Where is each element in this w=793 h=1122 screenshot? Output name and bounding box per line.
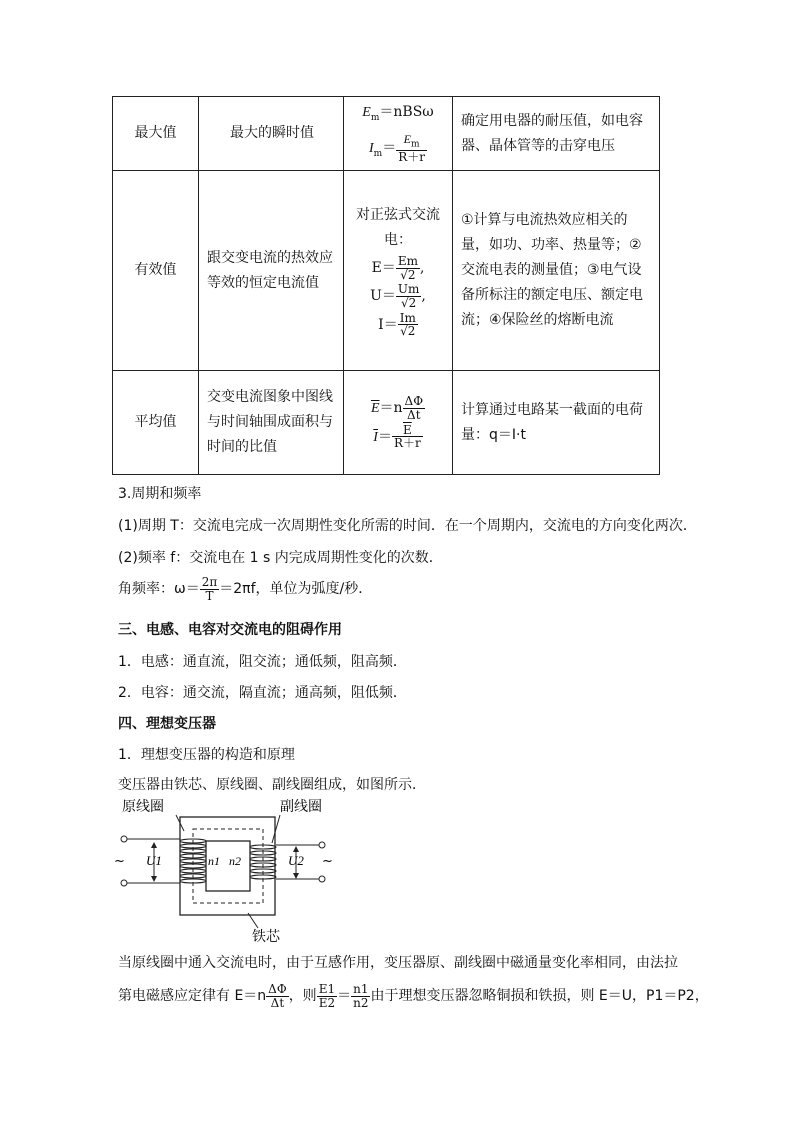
primary-coil-label: 原线圈 <box>122 799 164 815</box>
row-name: 有效值 <box>113 171 199 371</box>
period-definition: (1)周期 T：交流电完成一次周期性变化所需的时间．在一个周期内，交流电的方向变化两次． <box>118 518 697 534</box>
row-meaning: 最大的瞬时值 <box>199 97 344 171</box>
row-meaning: 交变电流图象中图线与时间轴围成面积与时间的比值 <box>199 371 344 475</box>
row-formula: $\overline{E}=n$ $\frac{\Delta\Phi}{\Delta t}$ $\overline{I}=$ $\frac{\overline{E}}{R+r}$ <box>344 371 453 475</box>
core-outer <box>180 817 275 915</box>
table-row <box>113 371 660 475</box>
transformer-description: 变压器由铁芯、原线圈、副线圈组成，如图所示． <box>118 777 426 793</box>
row-application: 确定用电器的耐压值，如电容器、晶体管等的击穿电压 <box>453 97 660 171</box>
transformer-diagram <box>110 795 350 945</box>
principle-line-2: 第电磁感应定律有 E＝n $\frac{\Delta\Phi}{\Delta t}$ ，则 $\frac{E1}{E2}$ ＝ $\frac{n1}{n2}$ 由于理想变压器忽略铜损和铁损，则 E＝U，P1＝P2， <box>118 982 709 1010</box>
inductor-item: 1．电感：通直流，阻交流；通低频，阻高频． <box>118 654 407 670</box>
ac-values-table <box>112 96 660 475</box>
angular-frequency: 角频率：ω＝ $\frac{2\pi}{T}$ ＝2πf，单位为弧度/秒． <box>118 575 373 603</box>
u2-label: U2 <box>288 853 304 868</box>
n1-label: n1 <box>208 854 220 868</box>
core-label: 铁芯 <box>252 929 280 945</box>
section-heading-four: 四、理想变压器 <box>118 716 216 732</box>
row-name: 平均值 <box>113 371 199 475</box>
frequency-definition: (2)频率 f：交流电在 1 s 内完成周期性变化的次数． <box>118 550 443 566</box>
table-row <box>113 171 660 371</box>
row-meaning: 跟交变电流的热效应等效的恒定电流值 <box>199 171 344 371</box>
principle-line-1: 当原线圈中通入交流电时，由于互感作用，变压器原、副线圈中磁通量变化率相同，由法拉 <box>118 955 678 971</box>
ac-output-right: ~ <box>322 854 333 869</box>
n2-label: n2 <box>229 854 241 868</box>
row-formula: $E_m=nBS\omega$ $I_m=$ $\frac{E_m}{R+r}$ <box>344 97 453 171</box>
section-title-period: 3.周期和频率 <box>118 486 202 502</box>
secondary-coil-label: 副线圈 <box>280 799 322 815</box>
table-row <box>113 97 660 171</box>
ac-source-left: ~ <box>114 854 125 869</box>
row-name: 最大值 <box>113 97 199 171</box>
row-application: 计算通过电路某一截面的电荷量：q＝I·t <box>453 371 660 475</box>
row-application: ①计算与电流热效应相关的量，如功、功率、热量等；②交流电表的测量值；③电气设备所标注的额定电压、额定电流；④保险丝的熔断电流 <box>453 171 660 371</box>
row-formula: 对正弦式交流电： E＝ $\frac{Em}{√2}$ , U＝ $\frac{Um}{√2}$ , I＝ $\frac{Im}{√2}$ <box>344 171 453 371</box>
transformer-structure-item: 1．理想变压器的构造和原理 <box>118 747 295 763</box>
u1-label: U1 <box>146 853 162 868</box>
capacitor-item: 2．电容：通交流，隔直流；通高频，阻低频． <box>118 685 407 701</box>
section-heading-three: 三、电感、电容对交流电的阻碍作用 <box>118 622 342 638</box>
